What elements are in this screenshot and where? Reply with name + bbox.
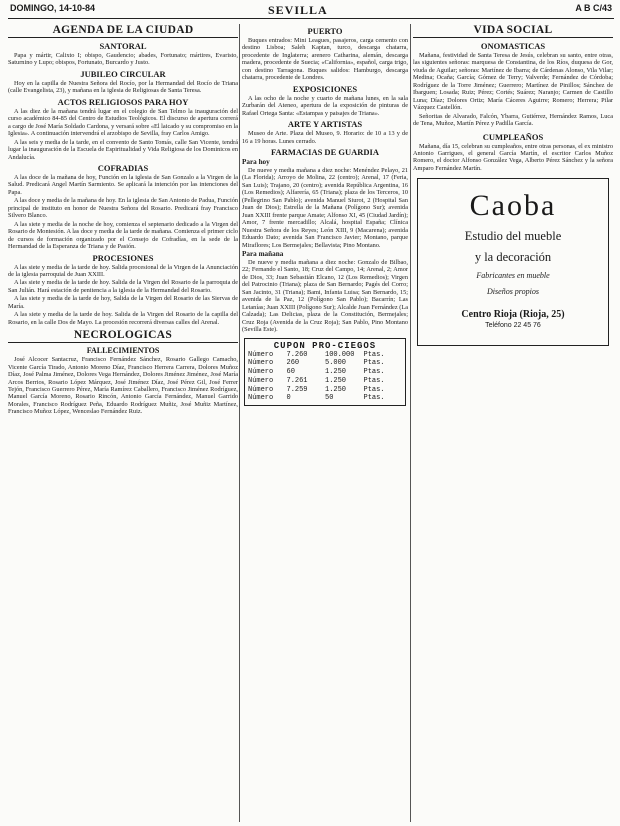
caoba-advertisement [417, 178, 609, 346]
header-page-number: A B C/43 [575, 3, 612, 13]
arte-heading: ARTE Y ARTISTAS [287, 119, 363, 130]
column-divider [239, 24, 240, 822]
vida-social-title: VIDA SOCIAL [413, 24, 613, 38]
cofradias-text: A las doce de la mañana de hoy, Función en la iglesia de San Gonzalo a la Virgen de la Salud. Predicará Angel Martín Sarmiento. Se aplicará la intención por las intenciones del Papa. [8, 173, 238, 196]
cofradias-text: A las doce y media de la mañana de hoy. En la iglesia de San Antonio de Padua, Función principal de instituto en honor de Nuestra Señora del Rosario. Predicará fray Francisco Silvero Blanco. [8, 197, 238, 220]
cumpleanos-heading: CUMPLEAÑOS [482, 131, 544, 142]
cofradias-heading: COFRADIAS [97, 162, 149, 173]
ad-phone: Teléfono 22 45 76 [485, 322, 541, 330]
cupon-title: CUPON PRO-CIEGOS [273, 340, 377, 351]
ad-headline: y la decoración [474, 250, 552, 265]
cumpleanos-text: Mañana, día 15, celebran su cumpleaños, entre otras personas, el ex ministro Antonio Garrigues, el general García Martín, el escritor Carlos Muñoz Romero, el doctor Alfonso González Vega, Alberto Pérez Sánchez y la señora Amparo Fernández Martín. [413, 142, 613, 172]
farmacias-heading: FARMACIAS DE GUARDIA [271, 146, 379, 157]
farmacias-hoy-text: De nueve y media mañana a diez noche: Menéndez Pelayo, 21 (La Florida); Arroyo de Molina, 22 (centro); Arenal, 17 (Feria, San Luis); Trajano, 20 (centro); avenida República Argentina, 16 (Los Remedios); Alfarería, 65 (Triana); plaza de los Terceros, 10 (Pellegrino San Pablo); avenida Manuel Siurot, 2 (Hospital San Juan de Dios); Estrella de la Mañana (Polígono Sur); avenida Juan XXIII frente parque Amate; Alfonso XI, 45 (Ciudad Jardín); Amor, 7 frente mercadillo; Alcalá, hospital España; Clínica Nuestra Señora de los Reyes; León XIII, 9 (Macarena); avenida Eduardo Dato; avenida San Francisco Javier; Montano, parque Miraflores; Los Bermejales; Bellavista; Pino Montano. [242, 166, 408, 249]
cupon-row: Número 7.261 1.250 Ptas. [248, 376, 385, 385]
jubileo-heading: JUBILEO CIRCULAR [80, 68, 166, 79]
farmacias-manana-label: Para mañana [242, 249, 284, 258]
onomasticas-text: Mañana, festividad de Santa Teresa de Jesús, celebran su santo, entre otras, las siguientes señoras: marquesa de Constantina, de los Ríos, duquesa de Gor, viuda de Aguilar; señoras: Martínez de Ibarra; de Cárdenas Alonso, Vila Vilar; Medina; Ocaña; García; Gómez de Terry; Valverde; Fernández de Córdoba; Rodríguez de la Torre Jiménez; Guerrero; Martínez de Pinillos; Sánchez de Ibarguen; Losada; Ruiz; Pérez; Cortés; Suárez; Naranjo; Carmen de Castillo Luna; Díaz; Dolores Ortiz; María Cáceres Aguirre; Romero; Herrera; Pilar Vázquez Castellón. [413, 52, 613, 112]
onomasticas-heading: ONOMASTICAS [480, 41, 546, 51]
column-divider [410, 24, 411, 822]
procesiones-text: A las siete y media de la tarde de hoy. Salida de la Virgen del Rosario de la parroquia de San Julián. Hará estación de penitencia a la iglesia de la Hermandad del Rosario. [8, 279, 238, 294]
procesiones-heading: PROCESIONES [92, 252, 154, 263]
exposiciones-heading: EXPOSICIONES [292, 83, 358, 94]
middle-column [242, 24, 408, 824]
cupon-row: Número 60 1.250 Ptas. [248, 368, 385, 377]
jubileo-text: Hoy en la capilla de Nuestra Señora del Rocío, por la Hermandad del Rocío de Triana (calle Evangelista, 23), y mañana en la iglesia de Religiosas de Santa Teresa. [8, 79, 238, 95]
actos-heading: ACTOS RELIGIOSOS PARA HOY [57, 96, 189, 107]
agenda-title: AGENDA DE LA CIUDAD [8, 24, 238, 38]
actos-text: A las seis y media de la tarde, en el convento de Santo Tomás, calle San Vicente, tendrá lugar la inauguración de la Escuela de Espiritualidad y Vida Religiosa de los Dominicos en Andalucía. [8, 138, 238, 161]
ad-tagline: Diseños propios [487, 287, 539, 297]
vida-social-column [413, 24, 613, 824]
necrologicas-heading: NECROLOGICAS [8, 329, 238, 343]
ad-tagline: Fabricantes en mueble [476, 271, 550, 281]
exposiciones-text: A las ocho de la noche y cuarto de mañana lunes, en la sala Zurbarán del Ateneo, apertura de la exposición de pinturas de Rafael Ortega Santa: «Estampas y paisajes de Triana». [242, 94, 408, 117]
cupon-row: Número 7.259 1.250 Ptas. [248, 385, 385, 394]
ad-brand-logo: Caoba [469, 189, 557, 223]
ad-address: Centro Rioja (Rioja, 25) [461, 309, 565, 321]
agenda-column [8, 24, 238, 824]
cupon-row: Número 260 5.000 Ptas. [248, 359, 385, 368]
header-rule [8, 18, 614, 19]
santoral-heading: SANTORAL [99, 41, 147, 51]
arte-text: Museo de Arte. Plaza del Museo, 9. Horario: de 10 a 13 y de 16 a 19 horas. Lunes cerrado. [242, 130, 408, 145]
procesiones-text: A las siete y media de la tarde de hoy. Salida procesional de la Virgen de la Anunciación de la iglesia parroquial de Juan XXIII. [8, 263, 238, 278]
fallecimientos-heading: FALLECIMIENTOS [86, 346, 160, 356]
fallecimientos-text: José Alcocer Santacruz, Francisco Fernández Sánchez, Rosario Gallego Camacho, Vicente García Tirado, Antonio Moreno Díaz, Francisco Herrera Carrera, Dolores Muñoz Díaz, José Palma Jiménez, Dolores Vega Hernández, Dolores Jiménez Jiménez, José María Arcos Berrios, Rosario López Márquez, José Jiménez Díaz, José Pérez Gil, José Ferrer Tejón, Francisco Guerrero Pérez, María Ramírez Caballero, Francisco Jiménez Rodríguez, Manuel García Moreno, Rosario Rincón, Antonio García Fernández, Manuel Garrido Morales, Francisco Rodríguez Peña, Eduardo Rodríguez Muñiz, José Muñiz Martínez, Francisco Muñoz López, Wenceslao Fernández Ruiz. [8, 356, 238, 416]
farmacias-manana-text: De nueve y media mañana a diez noche: Gonzalo de Bilbao, 22; Fernando el Santo, 18; Cruz del Campo, 14; Arenal, 2; Amor de Dios, 33; Juan Sebastián Elcano, 12 (Los Remedios); Virgen del Patrocinio (Triana); plaza de San Bernardo; Pagés del Corro; San Jacinto, 31 (Triana); Bami, Infanta Luisa; San Bernardo, 15; avenida de la Paz, 12 (Polígono San Pablo); Bacarrín; Las Letanías; Juan XXIII (Polígono Sur); Alcalde Juan Fernández (La Calzada); Las Delicias, plaza de la Constitución, Bermejales; Cruz Roja (Avenida de la Cruz Roja); San Pablo, Pino Montano (Sevilla Este). [242, 258, 408, 334]
ad-headline: Estudio del mueble [464, 229, 562, 244]
procesiones-text: A las siete y media de la tarde de hoy, Salida de la Virgen del Rosario de las Siervas de María. [8, 295, 238, 310]
actos-text: A las diez de la mañana tendrá lugar en el colegio de San Telmo la inauguración del curso académico 84-85 del Centro de Estudios Teológicos. El discurso de apertura correrá a cargo de José María Soldado Cardona, y versará sobre «El laicado y su compromiso en la Iglesia». A continuación intervendrá el arzobispo de Sevilla, fray Carlos Amigo. [8, 107, 238, 138]
puerto-text: Buques entrados: Mini Leagues, pasajeros, carga cemento con destino Lisboa; Saleh Kaptan, turco, descarga chatarra, procedente de Inglaterra; arenero Catharina, alemán, descarga madera, procedente de Suecia; «California», español, carga trigo, con destino Tarragona. Buques salidos: Hamburgo, descarga chatarra, procedente de Londres. [242, 37, 408, 82]
cupon-pro-ciegos-box [244, 338, 406, 407]
farmacias-hoy-label: Para hoy [242, 157, 270, 166]
santoral-text: Papa y mártir, Calixto I; obispo, Gaudencio; abades, Fortunato; mártires, Evaristo, Saturnino y Lupo; obispos, Fortunato, Burcardo y Justo. [8, 52, 238, 67]
procesiones-text: A las siete y media de la tarde de hoy. Salida de la Virgen del Rosario de la capilla del Rosario, en la calle Dos de Mayo. La procesión recorrerá diversas calles del Arenal. [8, 311, 238, 326]
onomasticas-text: Señoritas de Alvarado, Falcón, Ybarra, Gutiérrez, Hernández Ramos, Luca de Tena, Muñoz, Martín Pérez y Padilla García. [413, 112, 613, 128]
cupon-row: Número 7.260 100.000 Ptas. [248, 350, 385, 359]
header-date: DOMINGO, 14-10-84 [10, 3, 96, 13]
cofradias-text: A las siete y media de la noche de hoy, comienza el septenario dedicado a la Virgen del Rosario de Montesión. A las doce y media de la tarde de mañana. Comienza el primer ciclo de cursos de formación organizado por el Consejo de Cofradías, en la sede de la Hermandad de la Esperanza de Triana y de Pasión. [8, 220, 238, 251]
cupon-row: Número 0 50 Ptas. [248, 394, 385, 403]
header-section: SEVILLA [268, 3, 328, 17]
puerto-heading: PUERTO [307, 26, 343, 36]
